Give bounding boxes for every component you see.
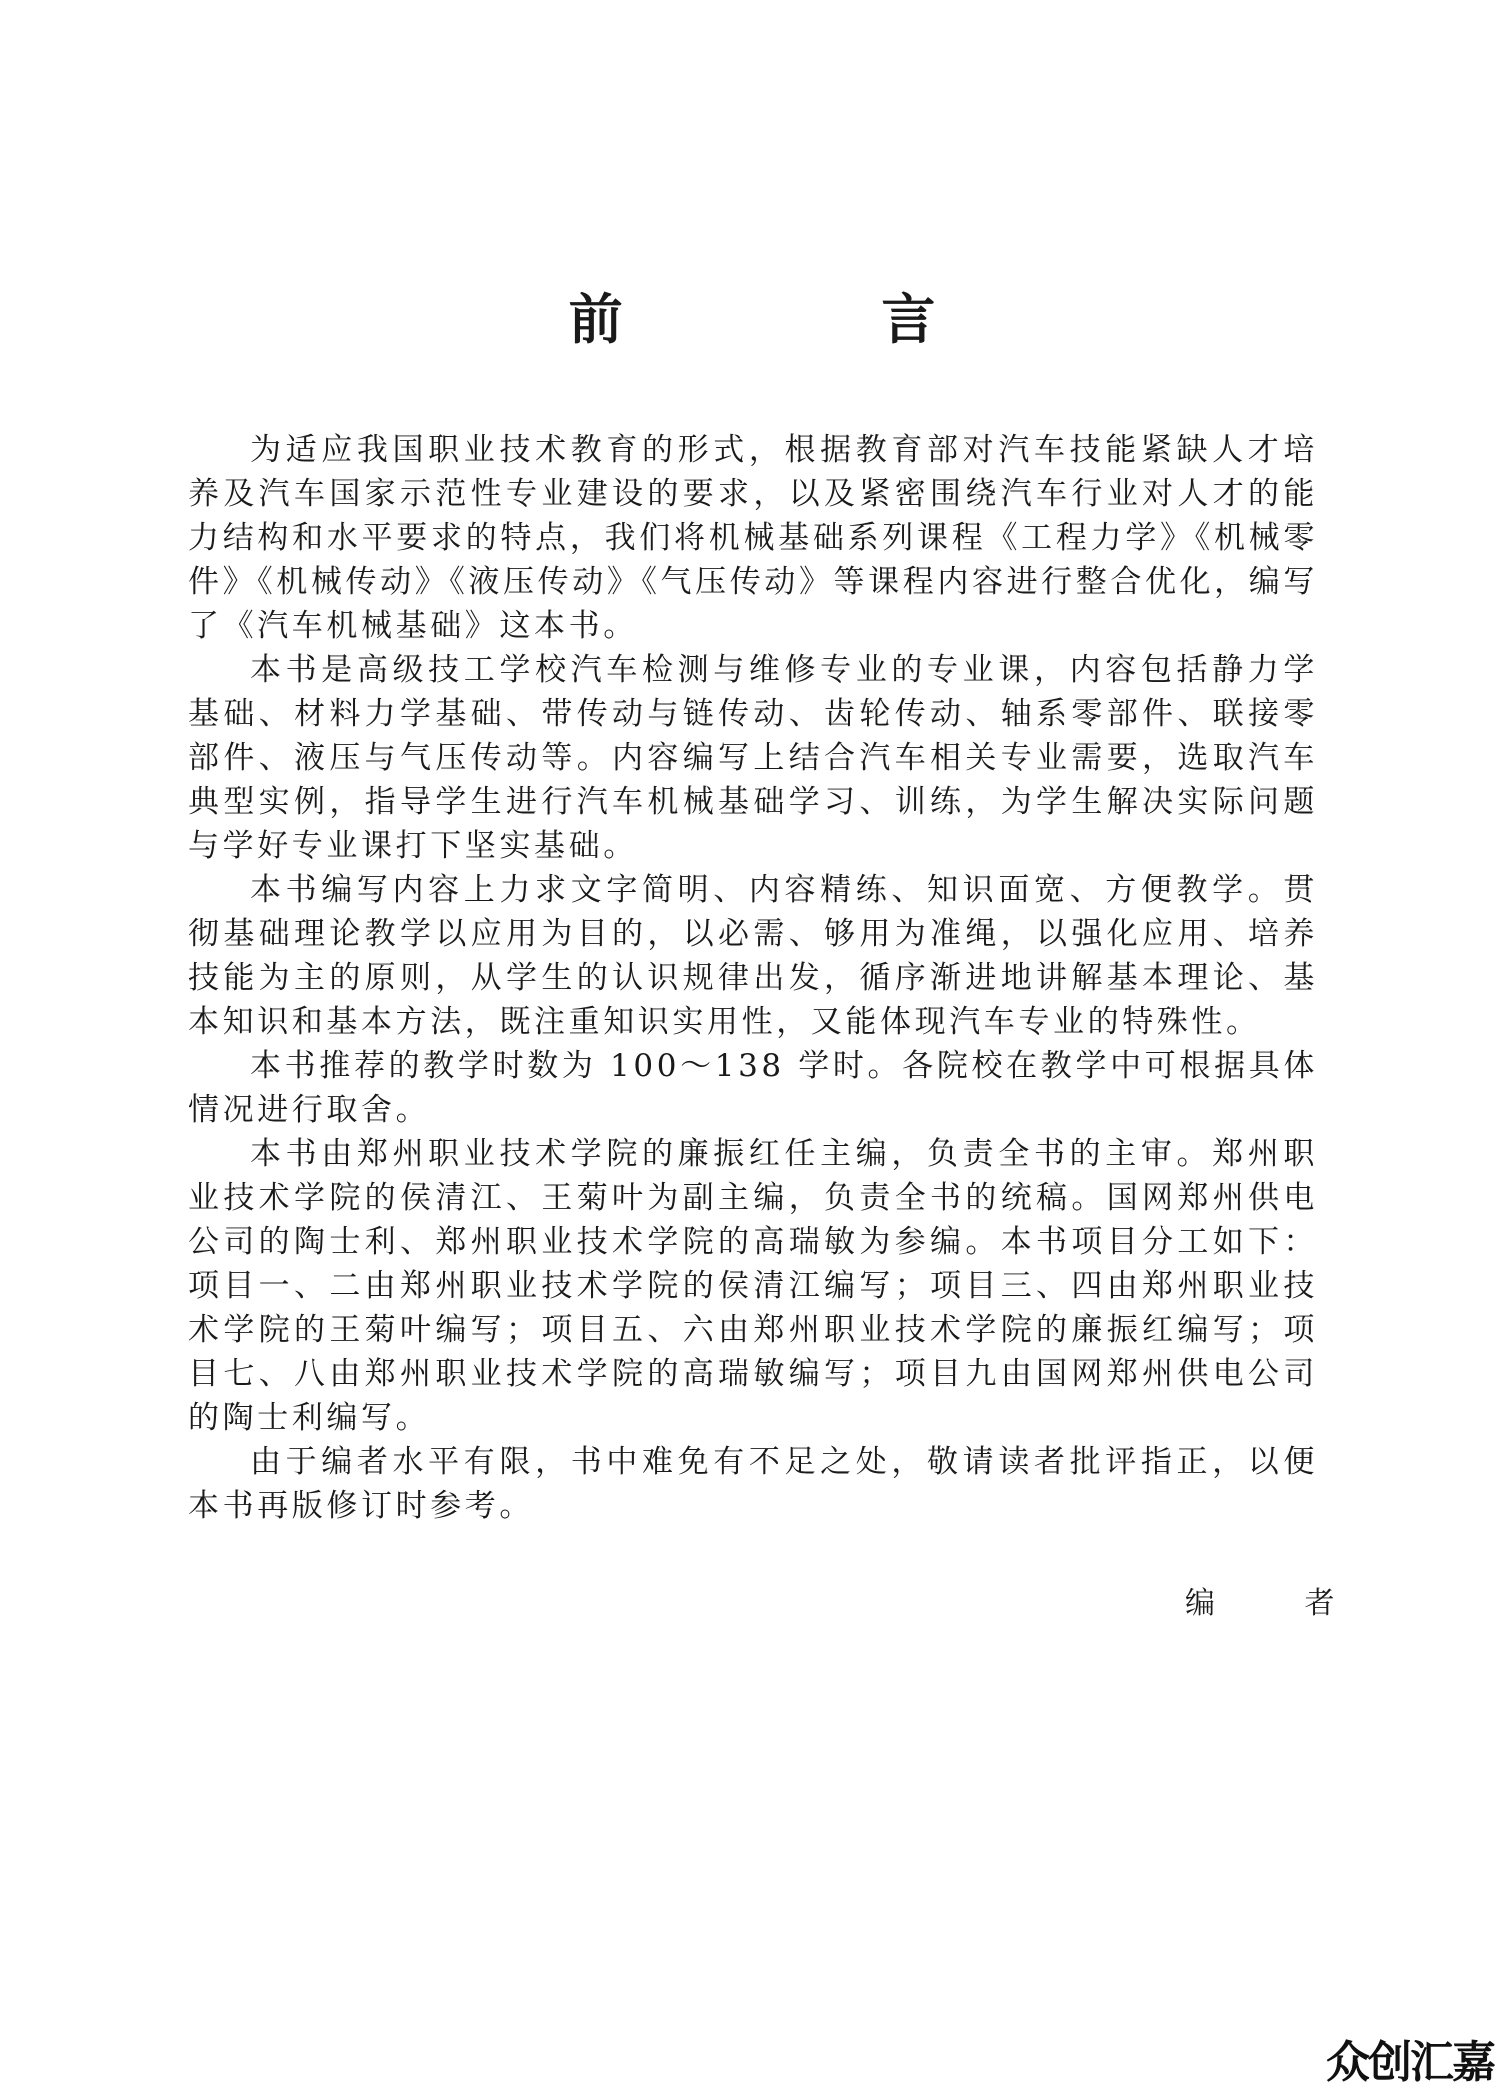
paragraph: 为适应我国职业技术教育的形式，根据教育部对汽车技能紧缺人才培养及汽车国家示范性专业建设的要求，以及紧密围绕汽车行业对人才的能力结构和水平要求的特点，我们将机械基础系列课程《工程力学》《机械零件》《机械传动》《液压传动》《气压传动》等课程内容进行整合优化，编写了《汽车机械基础》这本书。 — [188, 432, 1318, 644]
paragraph: 本书推荐的教学时数为 100～138 学时。各院校在教学中可根据具体情况进行取舍。 — [188, 1048, 1318, 1128]
paragraph: 本书是高级技工学校汽车检测与维修专业的专业课，内容包括静力学基础、材料力学基础、带传动与链传动、齿轮传动、轴系零部件、联接零部件、液压与气压传动等。内容编写上结合汽车相关专业需要，选取汽车典型实例，指导学生进行汽车机械基础学习、训练，为学生解决实际问题与学好专业课打下坚实基础。 — [188, 652, 1318, 864]
watermark-logo: 众创汇嘉 — [1326, 2037, 1494, 2088]
paragraph: 由于编者水平有限，书中难免有不足之处，敬请读者批评指正，以便本书再版修订时参考。 — [188, 1444, 1318, 1524]
paragraph: 本书编写内容上力求文字简明、内容精练、知识面宽、方便教学。贯彻基础理论教学以应用为目的，以必需、够用为准绳，以强化应用、培养技能为主的原则，从学生的认识规律出发，循序渐进地讲解基本理论、基本知识和基本方法，既注重知识实用性，又能体现汽车专业的特殊性。 — [188, 872, 1318, 1040]
author-signature: 编 者 — [1185, 1586, 1375, 1621]
page-title: 前 言 — [568, 288, 1056, 351]
preface-body — [188, 428, 1318, 1528]
paragraph: 本书由郑州职业技术学院的廉振红任主编，负责全书的主审。郑州职业技术学院的侯清江、王菊叶为副主编，负责全书的统稿。国网郑州供电公司的陶士利、郑州职业技术学院的高瑞敏为参编。本书项目分工如下：项目一、二由郑州职业技术学院的侯清江编写；项目三、四由郑州职业技术学院的王菊叶编写；项目五、六由郑州职业技术学院的廉振红编写；项目七、八由郑州职业技术学院的高瑞敏编写；项目九由国网郑州供电公司的陶士利编写。 — [188, 1136, 1318, 1436]
